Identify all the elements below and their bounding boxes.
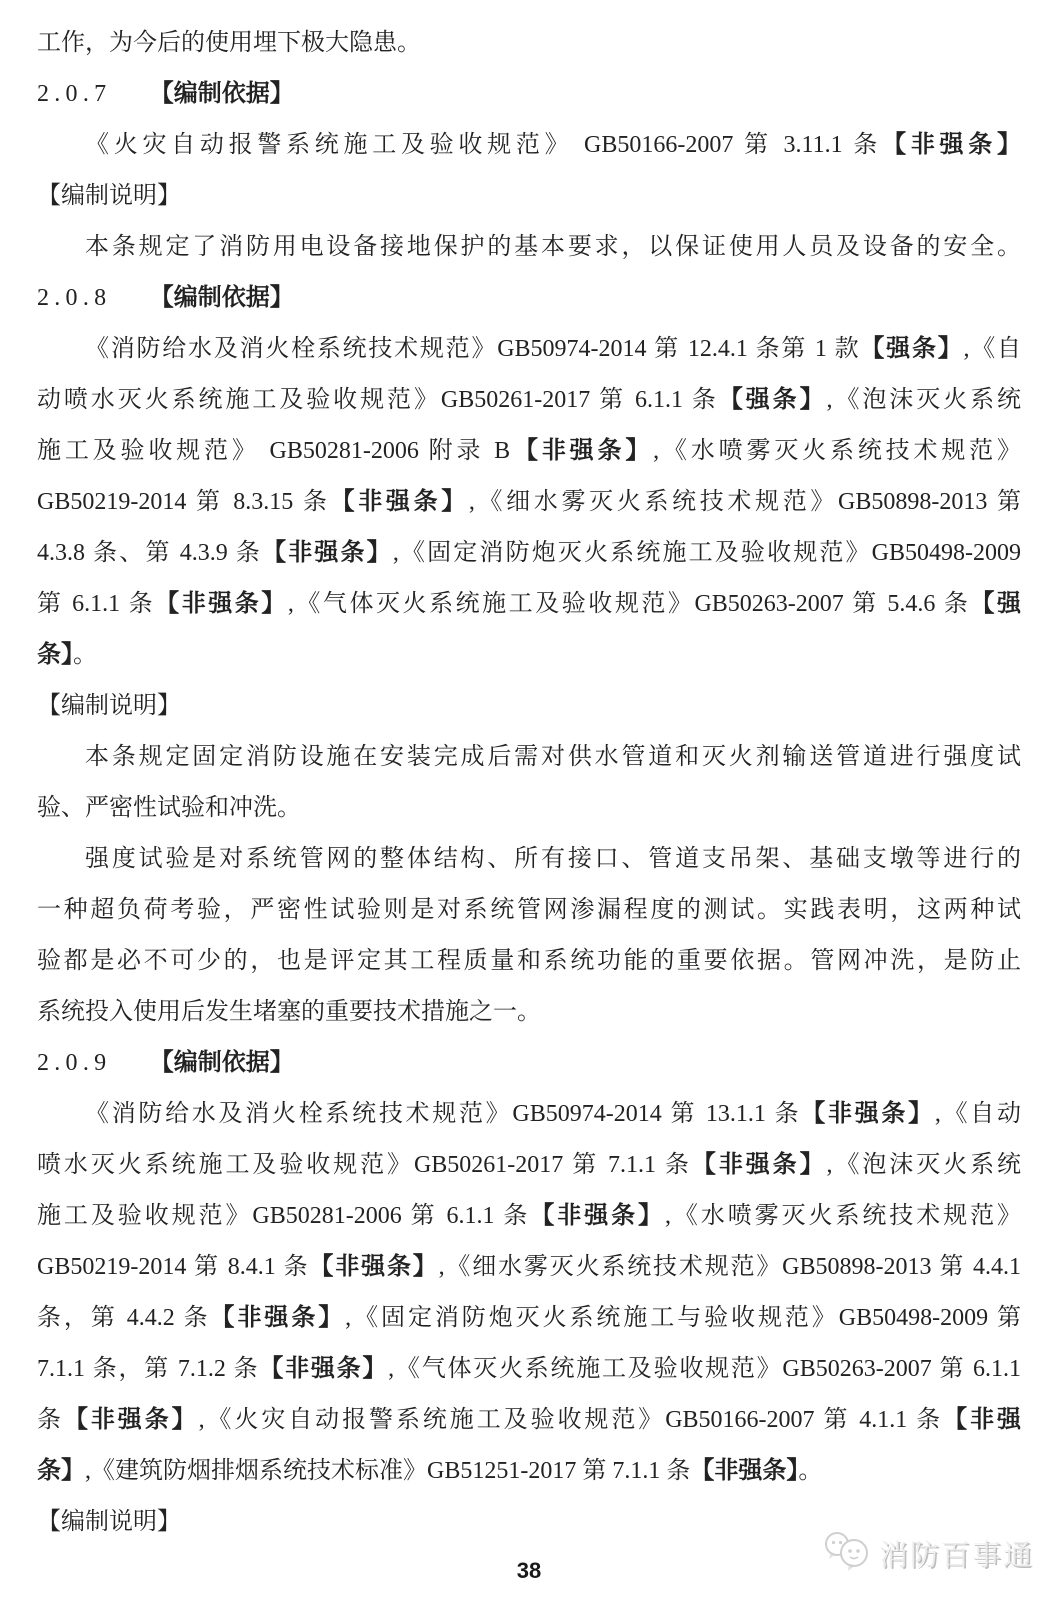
text-line	[37, 1038, 1021, 1089]
clause-number: 2.0.7	[37, 81, 112, 107]
document-body	[37, 18, 1021, 1548]
bold-text: 【非强条】	[63, 1407, 199, 1433]
body-text: 【编制说明】	[37, 183, 181, 209]
text-line	[37, 69, 1021, 120]
text-line	[37, 834, 1021, 885]
bold-text: 【非强条】	[801, 1101, 935, 1127]
bold-text: 【非强条】	[690, 1458, 799, 1484]
text-line	[37, 120, 1021, 171]
clause-number: 2.0.8	[37, 285, 112, 311]
body-text: 验、严密性试验和冲洗。	[37, 795, 301, 821]
text-line	[37, 987, 1021, 1038]
bold-text: 【非强	[943, 1407, 1021, 1433]
bold-text: 【编制依据】	[149, 81, 294, 107]
body-text: ,《水喷雾灭火系统技术规范》	[653, 438, 1021, 464]
text-line	[37, 171, 1021, 222]
body-text: 。	[73, 642, 97, 668]
body-text: ,《火灾自动报警系统施工及验收规范》GB50166-2007 第 4.1.1 条	[198, 1407, 944, 1433]
bold-text: 【编制依据】	[149, 1050, 294, 1076]
bold-text: 【非强条】	[510, 438, 654, 464]
body-text: ,《自	[963, 336, 1021, 362]
body-text: ,《自动	[934, 1101, 1021, 1127]
text-line	[37, 1293, 1021, 1344]
bold-text: 【非强条】	[155, 591, 288, 617]
bold-text: 条】	[37, 1458, 85, 1484]
text-line	[37, 1089, 1021, 1140]
bold-text: 【非强条】	[530, 1203, 665, 1229]
body-text: 。	[798, 1458, 823, 1484]
body-text: 本条规定固定消防设施在安装完成后需对供水管道和灭火剂输送管道进行强度试	[85, 744, 1021, 770]
body-text: ,《固定消防炮灭火系统施工与验收规范》GB50498-2009 第	[345, 1305, 1021, 1331]
body-text: 验都是必不可少的，也是评定其工程质量和系统功能的重要依据。管网冲洗，是防止	[37, 948, 1021, 974]
body-text: 一种超负荷考验，严密性试验则是对系统管网渗漏程度的测试。实践表明，这两种试	[37, 897, 1021, 923]
bold-text: 【非强条】	[882, 132, 1021, 158]
bold-text: 【强条】	[860, 336, 964, 362]
text-line	[37, 222, 1021, 273]
body-text: GB50219-2014 第 8.4.1 条	[37, 1254, 310, 1280]
bold-text: 【强条】	[718, 387, 827, 413]
body-text: 《火灾自动报警系统施工及验收规范》 GB50166-2007 第 3.11.1 条	[85, 132, 883, 158]
bold-text: 条】	[37, 642, 73, 668]
text-line	[37, 732, 1021, 783]
bold-text: 【强	[970, 591, 1021, 617]
bold-text: 【非强条】	[309, 1254, 439, 1280]
body-text: ,《细水雾灭火系统技术规范》GB50898-2013 第	[468, 489, 1021, 515]
text-line	[37, 885, 1021, 936]
text-line	[37, 1446, 1021, 1497]
body-text: ,《水喷雾灭火系统技术规范》	[664, 1203, 1021, 1229]
body-text: ,《细水雾灭火系统技术规范》GB50898-2013 第 4.4.1	[438, 1254, 1021, 1280]
body-text: 条，第 4.4.2 条	[37, 1305, 211, 1331]
page-number: 38	[516, 1558, 542, 1583]
bold-text: 【非强条】	[691, 1152, 827, 1178]
body-text: 条	[37, 1407, 64, 1433]
text-line	[37, 324, 1021, 375]
text-line	[37, 273, 1021, 324]
body-text: 动喷水灭火系统施工及验收规范》GB50261-2017 第 6.1.1 条	[37, 387, 719, 413]
text-line	[37, 936, 1021, 987]
bold-text: 【非强条】	[259, 1356, 389, 1382]
body-text: GB50219-2014 第 8.3.15 条	[37, 489, 331, 515]
body-text: 施工及验收规范》 GB50281-2006 附录 B	[37, 438, 511, 464]
body-text: 喷水灭火系统施工及验收规范》GB50261-2017 第 7.1.1 条	[37, 1152, 692, 1178]
text-line	[37, 1344, 1021, 1395]
body-text: 《消防给水及消火栓系统技术规范》GB50974-2014 第 12.4.1 条第 1 款	[85, 336, 861, 362]
text-line	[37, 426, 1021, 477]
body-text: 系统投入使用后发生堵塞的重要技术措施之一。	[37, 999, 541, 1025]
body-text: 工作，为今后的使用埋下极大隐患。	[37, 30, 421, 56]
body-text: 强度试验是对系统管网的整体结构、所有接口、管道支吊架、基础支墩等进行的	[85, 846, 1021, 872]
text-line	[37, 477, 1021, 528]
clause-number: 2.0.9	[37, 1050, 112, 1076]
body-text: 第 6.1.1 条	[37, 591, 156, 617]
text-line	[37, 375, 1021, 426]
bold-text: 【非强条】	[262, 540, 393, 566]
bold-text: 【编制依据】	[149, 285, 294, 311]
text-line	[37, 630, 1021, 681]
text-line	[37, 18, 1021, 69]
bold-text: 【非强条】	[210, 1305, 346, 1331]
body-text: 【编制说明】	[37, 1509, 181, 1535]
text-line	[37, 579, 1021, 630]
body-text: ,《建筑防烟排烟系统技术标准》GB51251-2017 第 7.1.1 条	[85, 1458, 691, 1484]
text-line	[37, 1395, 1021, 1446]
text-line	[37, 528, 1021, 579]
body-text: ,《气体灭火系统施工及验收规范》GB50263-2007 第 6.1.1	[388, 1356, 1021, 1382]
body-text: 7.1.1 条，第 7.1.2 条	[37, 1356, 260, 1382]
text-line	[37, 783, 1021, 834]
body-text: 《消防给水及消火栓系统技术规范》GB50974-2014 第 13.1.1 条	[85, 1101, 802, 1127]
text-line	[37, 1242, 1021, 1293]
bold-text: 【非强条】	[330, 489, 469, 515]
body-text: ,《泡沫灭火系统	[826, 387, 1021, 413]
body-text: ,《泡沫灭火系统	[826, 1152, 1021, 1178]
text-line	[37, 681, 1021, 732]
text-line	[37, 1191, 1021, 1242]
body-text: 施工及验收规范》GB50281-2006 第 6.1.1 条	[37, 1203, 531, 1229]
body-text: 本条规定了消防用电设备接地保护的基本要求，以保证使用人员及设备的安全。	[85, 234, 1021, 260]
body-text: 【编制说明】	[37, 693, 181, 719]
body-text: ,《固定消防炮灭火系统施工及验收规范》GB50498-2009	[392, 540, 1021, 566]
text-line	[37, 1140, 1021, 1191]
watermark-text: 消防百事通	[878, 1540, 1034, 1572]
body-text: ,《气体灭火系统施工及验收规范》GB50263-2007 第 5.4.6 条	[287, 591, 971, 617]
body-text: 4.3.8 条、第 4.3.9 条	[37, 540, 263, 566]
